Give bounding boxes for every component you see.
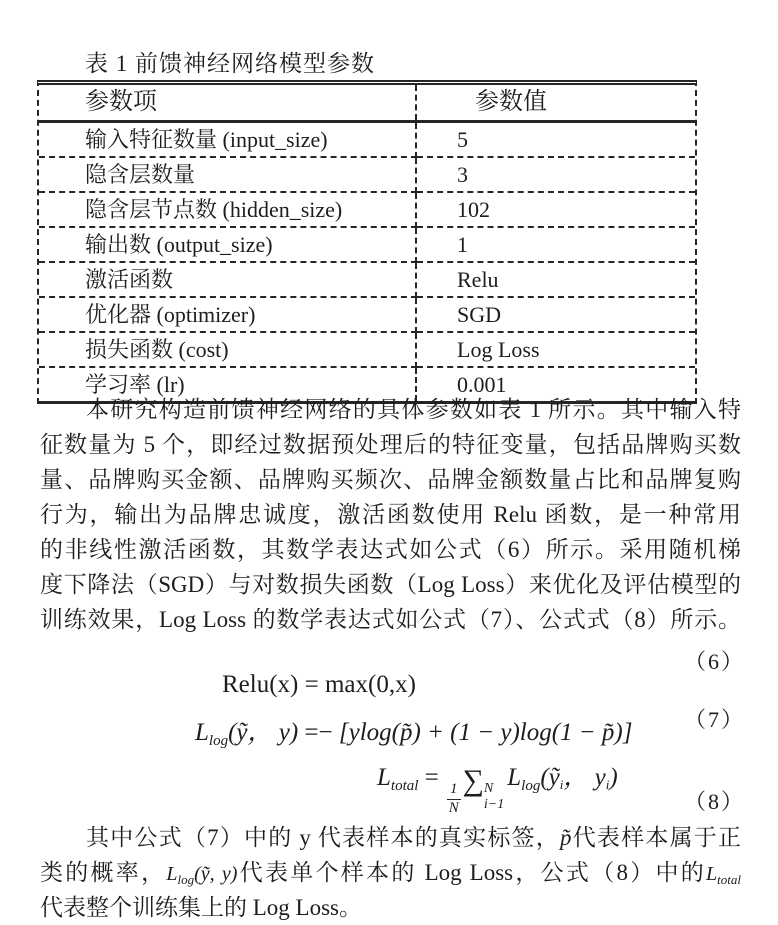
f8-loss-term: L <box>507 764 522 791</box>
param-value-cell: 1 <box>416 227 695 262</box>
param-value-cell: Relu <box>416 262 695 297</box>
param-name-cell: 优化器 (optimizer) <box>39 297 416 332</box>
paragraph-line: 行为，输出为品牌忠诚度，激活函数使用 Relu 函数，是一种常用 <box>40 502 741 527</box>
table-row <box>39 227 695 262</box>
p2-text: 代表单个样本的 Log Loss，公式（8）中的 <box>237 860 707 885</box>
f7-equals: =− <box>298 719 339 746</box>
param-name-cell: 隐含层数量 <box>39 157 416 192</box>
param-value-cell: 0.001 <box>457 372 507 397</box>
param-value-cell: 102 <box>416 192 695 227</box>
paragraph-line: 本研究构造前馈神经网络的具体参数如表 1 所示。其中输入特 <box>86 397 741 422</box>
f8-comma-y: ， y <box>563 764 606 791</box>
table-row <box>39 192 695 227</box>
table-row <box>39 122 695 158</box>
param-value-cell: 3 <box>416 157 695 192</box>
paragraph-line: 征数量为 5 个，即经过数据预处理后的特征变量，包括品牌购买数 <box>40 432 741 457</box>
paragraph-line: 的非线性激活函数，其数学表达式如公式（6）所示。采用随机梯 <box>40 537 741 562</box>
p2-inline-total: $L_{total}$ <box>706 863 741 887</box>
paragraph-line <box>40 890 741 925</box>
f8-args-open: (ỹ <box>540 764 560 791</box>
f7-args: (ỹ， y) <box>228 719 299 746</box>
formula-8-number: （8） <box>683 789 745 814</box>
formula-6: Relu(x) = max(0,x) <box>222 671 416 698</box>
param-value-cell: Log Loss <box>416 332 695 367</box>
table-header <box>39 85 695 122</box>
column-header-param-value: 参数值 <box>416 85 695 122</box>
param-name-cell: 损失函数 (cost) <box>39 332 416 367</box>
f8-loss-subscript: log <box>521 778 541 794</box>
formula-6-number: （6） <box>683 649 745 674</box>
f8-index-1: i <box>559 777 564 792</box>
p2-text: 代表样本属于正 <box>571 825 741 850</box>
f7-rhs: [ylog(p̃) + (1 − y)log(1 − p̃)] <box>338 719 633 746</box>
paragraph-2 <box>40 820 741 925</box>
paragraph-line <box>40 820 741 855</box>
paragraph-line: 训练效果，Log Loss 的数学表达式如公式（7）、公式式（8）所示。 <box>40 607 741 632</box>
table-row <box>39 332 695 367</box>
paragraph-line: 量、品牌购买金额、品牌购买频次、品牌金额数量占比和品牌复购 <box>40 467 741 492</box>
paragraph-1 <box>40 392 741 637</box>
formula-7-number: （7） <box>683 707 745 732</box>
p2-inline-loss: $L_{log}(ỹ$, y) <box>166 863 238 887</box>
parameter-table <box>37 80 697 404</box>
table-header-row <box>39 85 695 122</box>
formula-7 <box>195 712 632 748</box>
param-value-cell: SGD <box>416 297 695 332</box>
f8-index-2: i <box>605 777 610 792</box>
sum-limits: N i−1 <box>483 781 505 813</box>
f8-close: ) <box>609 764 618 791</box>
param-value-cell: 5 <box>416 122 695 158</box>
f7-lhs: L <box>195 719 209 746</box>
paragraph-line: 度下降法（SGD）与对数损失函数（Log Loss）来优化及评估模型的 <box>40 572 741 597</box>
param-table-body <box>39 122 695 402</box>
f8-fraction: $\frac{1}{N}$ <box>448 781 459 816</box>
sum-symbol: ∑ <box>462 764 484 797</box>
param-name-cell: 激活函数 <box>39 262 416 297</box>
table-row <box>39 297 695 332</box>
table-row <box>39 262 695 297</box>
table-row <box>39 157 695 192</box>
f8-lhs-subscript: total <box>390 778 419 794</box>
parameter-table-grid <box>39 85 695 401</box>
param-name-cell: 输入特征数量 (input_size) <box>39 122 416 158</box>
p2-text: 代表整个训练集上的 Log Loss。 <box>40 895 362 920</box>
f7-lhs-subscript: log <box>208 733 229 749</box>
p2-text: 类的概率， <box>40 860 167 885</box>
p2-p-tilde: p̃ <box>560 825 572 850</box>
paragraph-line <box>40 855 741 890</box>
p2-text: 其中公式（7）中的 y 代表样本的真实标签， <box>86 825 560 850</box>
f8-lhs: L <box>377 764 391 791</box>
column-header-param-name: 参数项 <box>39 85 416 122</box>
param-name-cell: 输出数 (output_size) <box>39 227 416 262</box>
param-name-cell: 隐含层节点数 (hidden_size) <box>39 192 416 227</box>
f8-equals: = <box>418 764 446 791</box>
table-caption: 表 1 前馈神经网络模型参数 <box>85 51 375 76</box>
param-name-cell: 学习率 (lr) <box>39 367 416 401</box>
formula-8 <box>377 757 618 816</box>
